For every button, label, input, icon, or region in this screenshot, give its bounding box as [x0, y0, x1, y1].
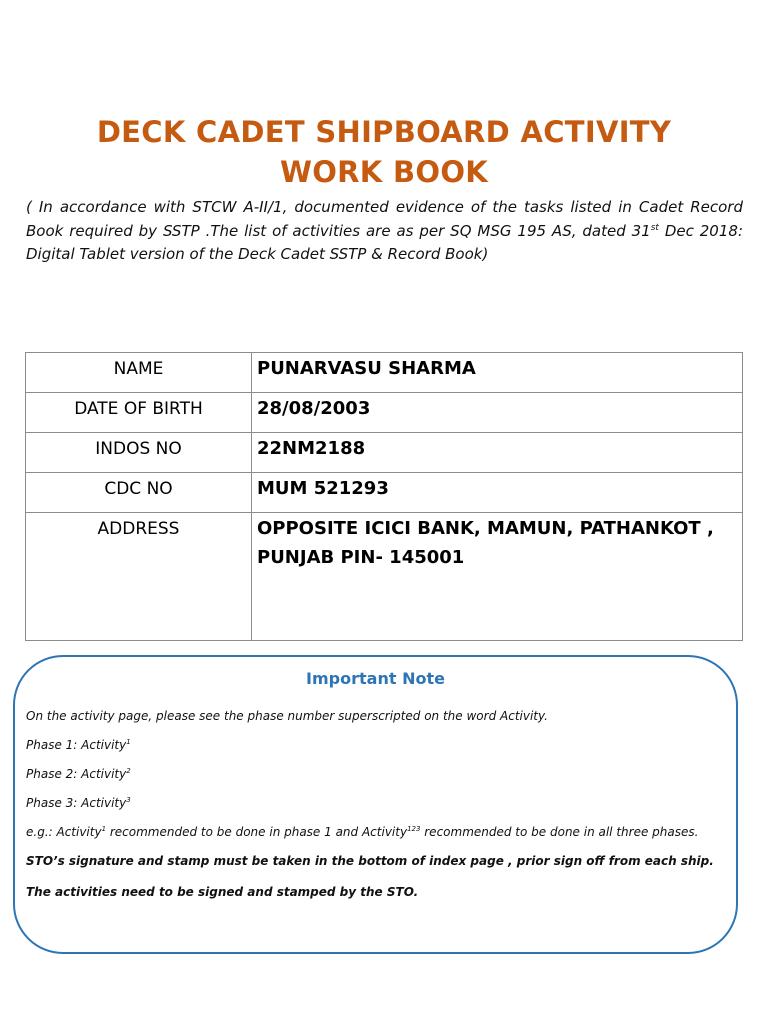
table-row — [26, 393, 743, 433]
example-superscript-2: 123 — [407, 825, 421, 833]
document-subtitle — [26, 196, 743, 267]
name-label: NAME — [26, 353, 252, 393]
address-value: OPPOSITE ICICI BANK, MAMUN, PATHANKOT , PUNJAB PIN- 145001 — [252, 513, 743, 641]
important-note-box — [13, 655, 738, 954]
table-row — [26, 473, 743, 513]
cadet-details-table — [25, 352, 743, 641]
dob-value: 28/08/2003 — [252, 393, 743, 433]
subtitle-text-2: Dec 2018: Digital Tablet version of the Deck Cadet SSTP & Record Book) — [26, 221, 743, 263]
note-phase-1 — [26, 738, 131, 752]
table-row — [26, 513, 743, 641]
table-row — [26, 353, 743, 393]
phase-1-superscript: 1 — [126, 738, 131, 746]
note-phase-2 — [26, 767, 131, 781]
note-phase-3 — [26, 796, 131, 810]
phase-3-superscript: 3 — [126, 796, 131, 804]
dob-label: DATE OF BIRTH — [26, 393, 252, 433]
phase-2-superscript: 2 — [126, 767, 131, 775]
example-text-2: recommended to be done in phase 1 and Activity — [106, 825, 408, 839]
note-sto-activities: The activities need to be signed and stamped by the STO. — [26, 885, 419, 899]
phase-2-text: Phase 2: Activity — [26, 767, 127, 781]
indos-value: 22NM2188 — [252, 433, 743, 473]
table-row — [26, 433, 743, 473]
document-title — [0, 112, 768, 192]
note-sto-signature: STO’s signature and stamp must be taken in the bottom of index page , prior sign off from each ship. — [26, 854, 714, 868]
subtitle-superscript: st — [650, 222, 659, 233]
address-label: ADDRESS — [26, 513, 252, 641]
cdc-value: MUM 521293 — [252, 473, 743, 513]
example-text-3: recommended to be done in all three phases. — [420, 825, 699, 839]
phase-1-text: Phase 1: Activity — [26, 738, 127, 752]
indos-label: INDOS NO — [26, 433, 252, 473]
name-value: PUNARVASU SHARMA — [252, 353, 743, 393]
phase-3-text: Phase 3: Activity — [26, 796, 127, 810]
example-superscript-1: 1 — [101, 825, 107, 833]
cdc-label: CDC NO — [26, 473, 252, 513]
note-intro: On the activity page, please see the phase number superscripted on the word Activity. — [26, 709, 548, 723]
title-line-1: DECK CADET SHIPBOARD ACTIVITY — [96, 115, 672, 149]
subtitle-text-1: ( In accordance with STCW A-II/1, documented evidence of the tasks listed in Cadet Record Book required by SSTP .The list of activities are as per SQ MSG 195 AS, dated 31 — [26, 198, 743, 240]
example-text-1: e.g.: Activity — [26, 825, 102, 839]
note-title: Important Note — [306, 669, 445, 688]
note-example — [26, 825, 698, 839]
title-line-2: WORK BOOK — [279, 155, 489, 189]
